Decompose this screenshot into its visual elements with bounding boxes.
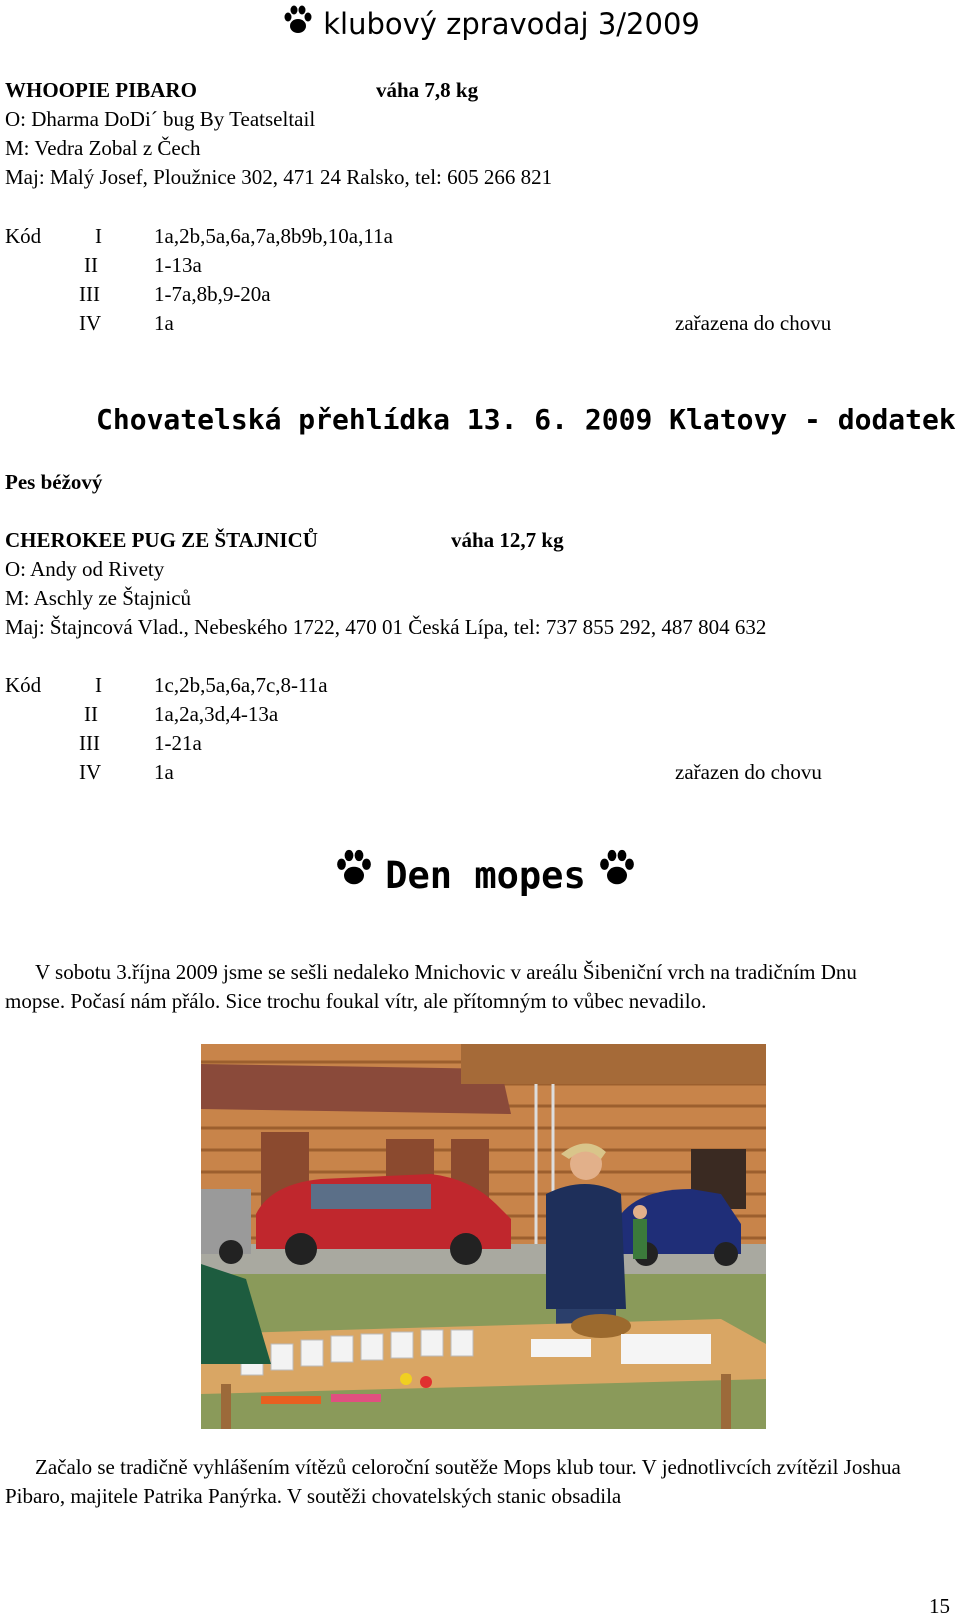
kod-level: IV: [79, 311, 102, 335]
dog2-father: O: Andy od Rivety: [5, 557, 165, 581]
dog2-kod-row: [0, 704, 960, 728]
dog2-owner: Maj: Štajncová Vlad., Nebeského 1722, 470 01 Česká Lípa, tel: 737 855 292, 487 804 632: [5, 615, 767, 639]
paw-icon: [282, 4, 314, 46]
kod-level: III: [79, 731, 100, 755]
dog1-weight: váha 7,8 kg: [376, 78, 479, 102]
paw-icon: [597, 848, 637, 903]
paw-icon: [334, 848, 374, 903]
dog1-father: O: Dharma DoDi´ bug By Teatseltail: [5, 107, 316, 131]
dog2-weight: váha 12,7 kg: [451, 528, 564, 552]
dog1-kod-row: [0, 255, 960, 279]
kod-level: IV: [79, 760, 102, 784]
dog1-owner: Maj: Malý Josef, Ploužnice 302, 471 24 Ralsko, tel: 605 266 821: [5, 165, 553, 189]
section-title: Chovatelská přehlídka 13. 6. 2009 Klatovy - dodatek: [96, 403, 956, 436]
kod-level: II: [84, 253, 98, 277]
dog2-name: CHEROKEE PUG ZE ŠTAJNICŮ: [5, 528, 318, 552]
kod-value: 1a: [154, 760, 174, 784]
newsletter-header: [282, 4, 700, 46]
dog2-mother: M: Aschly ze Štajniců: [5, 586, 192, 610]
dog1-kod-row: [0, 313, 960, 337]
den-mopes-heading: [334, 848, 637, 903]
kod-label: Kód: [5, 673, 42, 697]
event-photo: [201, 1044, 766, 1429]
header-title: klubový zpravodaj 3/2009: [323, 7, 700, 41]
dog1-mother: M: Vedra Zobal z Čech: [5, 136, 201, 160]
kod-level: I: [95, 224, 102, 248]
kod-level: II: [84, 702, 98, 726]
paragraph-text: Začalo se tradičně vyhlášením vítězů celoroční soutěže Mops klub tour. V jednotlivcích zvítězil Joshua Pibaro, majitele Patrika Panýrka. V soutěži chovatelských stanic obsadila: [5, 1455, 901, 1508]
kod-value: 1c,2b,5a,6a,7c,8-11a: [154, 673, 328, 697]
dog1-kod-row: [0, 284, 960, 308]
kod-value: 1-13a: [154, 253, 202, 277]
kod-value: 1-7a,8b,9-20a: [154, 282, 271, 306]
kod-level: III: [79, 282, 100, 306]
dog2-kod-row: [0, 762, 960, 786]
dog2-kod-row: [0, 675, 960, 699]
kod-level: I: [95, 673, 102, 697]
paragraph: [5, 958, 905, 1015]
kod-note: zařazena do chovu: [675, 311, 832, 335]
dog2-kod-row: [0, 733, 960, 757]
paragraph: [5, 1453, 905, 1510]
kod-value: 1a,2a,3d,4-13a: [154, 702, 279, 726]
dog1-kod-row: [0, 226, 960, 250]
den-mopes-title: Den mopes: [385, 854, 586, 897]
kod-value: 1a: [154, 311, 174, 335]
kod-value: 1-21a: [154, 731, 202, 755]
kod-note: zařazen do chovu: [675, 760, 822, 784]
section-subheading: Pes béžový: [5, 470, 103, 494]
page-number: 15: [929, 1594, 950, 1618]
dog1-name: WHOOPIE PIBARO: [5, 78, 197, 102]
kod-label: Kód: [5, 224, 42, 248]
paragraph-text: V sobotu 3.října 2009 jsme se sešli nedaleko Mnichovic v areálu Šibeniční vrch na tradičním Dnu mopse. Počasí nám přálo. Sice trochu foukal vítr, ale přítomným to vůbec nevadilo.: [5, 960, 857, 1013]
kod-value: 1a,2b,5a,6a,7a,8b9b,10a,11a: [154, 224, 393, 248]
